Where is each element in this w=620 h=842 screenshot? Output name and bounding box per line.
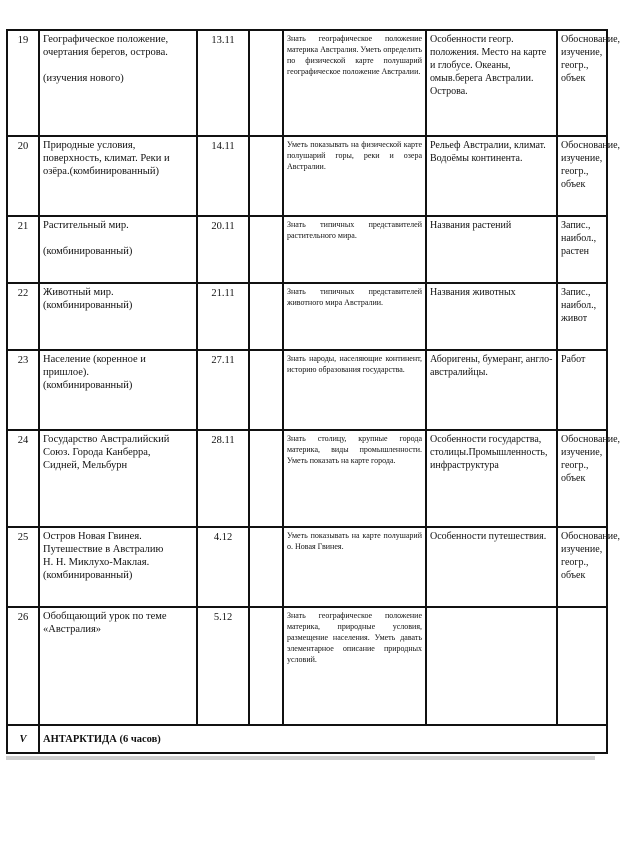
empty-cell <box>249 136 283 216</box>
table-row <box>7 527 607 607</box>
lesson-control: Обоснование, изучение, геогр., объек <box>557 30 607 136</box>
lesson-topic <box>39 527 197 607</box>
topic-line: очертания берегов, острова. <box>43 47 168 58</box>
topic-line: (комбинированный) <box>43 570 133 581</box>
lesson-number: 26 <box>7 607 39 725</box>
topic-line: Животный мир. <box>43 287 114 298</box>
table-row <box>7 430 607 527</box>
lesson-knowledge: Названия растений <box>426 216 557 283</box>
empty-cell <box>249 607 283 725</box>
lesson-goals: Уметь показывать на карте полушарий о. Новая Гвинея. <box>283 527 426 607</box>
lesson-goals: Знать народы, населяющие континент, историю образования государства. <box>283 350 426 430</box>
empty-cell <box>249 430 283 527</box>
topic-line: Государство Австралийский <box>43 434 170 445</box>
topic-line: (комбинированный) <box>43 300 133 311</box>
section-roman: V <box>7 725 39 753</box>
topic-line: Географическое положение, <box>43 34 169 45</box>
lesson-knowledge: Рельеф Австралии, климат. Водоёмы континента. <box>426 136 557 216</box>
lesson-knowledge: Особенности путешествия. <box>426 527 557 607</box>
lesson-date: 14.11 <box>197 136 249 216</box>
lesson-control: Работ <box>557 350 607 430</box>
empty-cell <box>249 216 283 283</box>
lesson-number: 24 <box>7 430 39 527</box>
table-row <box>7 283 607 350</box>
lesson-number: 25 <box>7 527 39 607</box>
empty-cell <box>249 30 283 136</box>
topic-line: Сидней, Мельбурн <box>43 460 128 471</box>
topic-line: «Австралия» <box>43 624 102 635</box>
lesson-goals: Знать типичных представителей животного мира Австралии. <box>283 283 426 350</box>
lesson-number: 19 <box>7 30 39 136</box>
lesson-number: 22 <box>7 283 39 350</box>
topic-line: поверхность, климат. Реки и <box>43 153 170 164</box>
lesson-topic <box>39 216 197 283</box>
lesson-knowledge: Названия животных <box>426 283 557 350</box>
topic-line: Население (коренное и <box>43 354 146 365</box>
lesson-date: 28.11 <box>197 430 249 527</box>
lesson-number: 21 <box>7 216 39 283</box>
topic-line: Обобщающий урок по теме <box>43 611 167 622</box>
lesson-control: Обоснование, изучение, геогр., объек <box>557 527 607 607</box>
lesson-knowledge <box>426 607 557 725</box>
lesson-date: 20.11 <box>197 216 249 283</box>
lesson-topic <box>39 30 197 136</box>
lesson-date: 4.12 <box>197 527 249 607</box>
topic-line: Растительный мир. <box>43 220 129 231</box>
section-title: АНТАРКТИДА (6 часов) <box>39 725 607 753</box>
empty-cell <box>249 350 283 430</box>
lesson-goals: Знать географическое положение материка Австралия. Уметь определить по физической карте полушарий географическое положение Австралии. <box>283 30 426 136</box>
lesson-number: 20 <box>7 136 39 216</box>
lesson-number: 23 <box>7 350 39 430</box>
lesson-date: 5.12 <box>197 607 249 725</box>
lesson-date: 13.11 <box>197 30 249 136</box>
lesson-topic <box>39 430 197 527</box>
topic-line: (изучения нового) <box>43 73 124 84</box>
lesson-control: Обоснование, изучение, геогр., объек <box>557 136 607 216</box>
bottom-shadow <box>6 756 595 760</box>
topic-line: Н. Н. Миклухо-Маклая. <box>43 557 150 568</box>
table-row <box>7 136 607 216</box>
topic-line: (комбинированный) <box>43 246 133 257</box>
topic-line: Остров Новая Гвинея. <box>43 531 142 542</box>
lesson-control: Обоснование, изучение, геогр., объек <box>557 430 607 527</box>
topic-line: (комбинированный) <box>43 380 133 391</box>
table-row <box>7 30 607 136</box>
lesson-control: Запис., наибол., растен <box>557 216 607 283</box>
topic-line <box>43 59 193 72</box>
table-row <box>7 216 607 283</box>
empty-cell <box>249 283 283 350</box>
lesson-knowledge: Особенности государства, столицы.Промышленность, инфраструктура <box>426 430 557 527</box>
lesson-goals: Уметь показывать на физической карте полушарий горы, реки и озера Австралии. <box>283 136 426 216</box>
lesson-date: 27.11 <box>197 350 249 430</box>
section-row <box>7 725 607 753</box>
lesson-plan-table <box>6 29 620 754</box>
lesson-goals: Знать географическое положение материка, природные условия, размещение населения. Уметь давать элементарное описание природных условий. <box>283 607 426 725</box>
empty-cell <box>249 527 283 607</box>
topic-line: Путешествие в Австралию <box>43 544 164 555</box>
table-row <box>7 607 607 725</box>
topic-line: пришлое). <box>43 367 89 378</box>
table-row <box>7 350 607 430</box>
topic-line: Союз. Города Канберра, <box>43 447 151 458</box>
topic-line <box>43 232 193 245</box>
lesson-topic <box>39 350 197 430</box>
lesson-goals: Знать типичных представителей растительного мира. <box>283 216 426 283</box>
lesson-goals: Знать столицу, крупные города материка, виды промышленности. Уметь показать на карте города. <box>283 430 426 527</box>
lesson-topic <box>39 283 197 350</box>
lesson-knowledge: Особенности геогр. положения. Место на карте и глобусе. Океаны, омыв.берега Австралии. Острова. <box>426 30 557 136</box>
topic-line: озёра.(комбинированный) <box>43 166 159 177</box>
lesson-topic <box>39 136 197 216</box>
lesson-control: Запис., наибол., живот <box>557 283 607 350</box>
lesson-knowledge: Аборигены, бумеранг, англо-австралийцы. <box>426 350 557 430</box>
lesson-control <box>557 607 607 725</box>
topic-line: Природные условия, <box>43 140 136 151</box>
lesson-topic <box>39 607 197 725</box>
lesson-date: 21.11 <box>197 283 249 350</box>
